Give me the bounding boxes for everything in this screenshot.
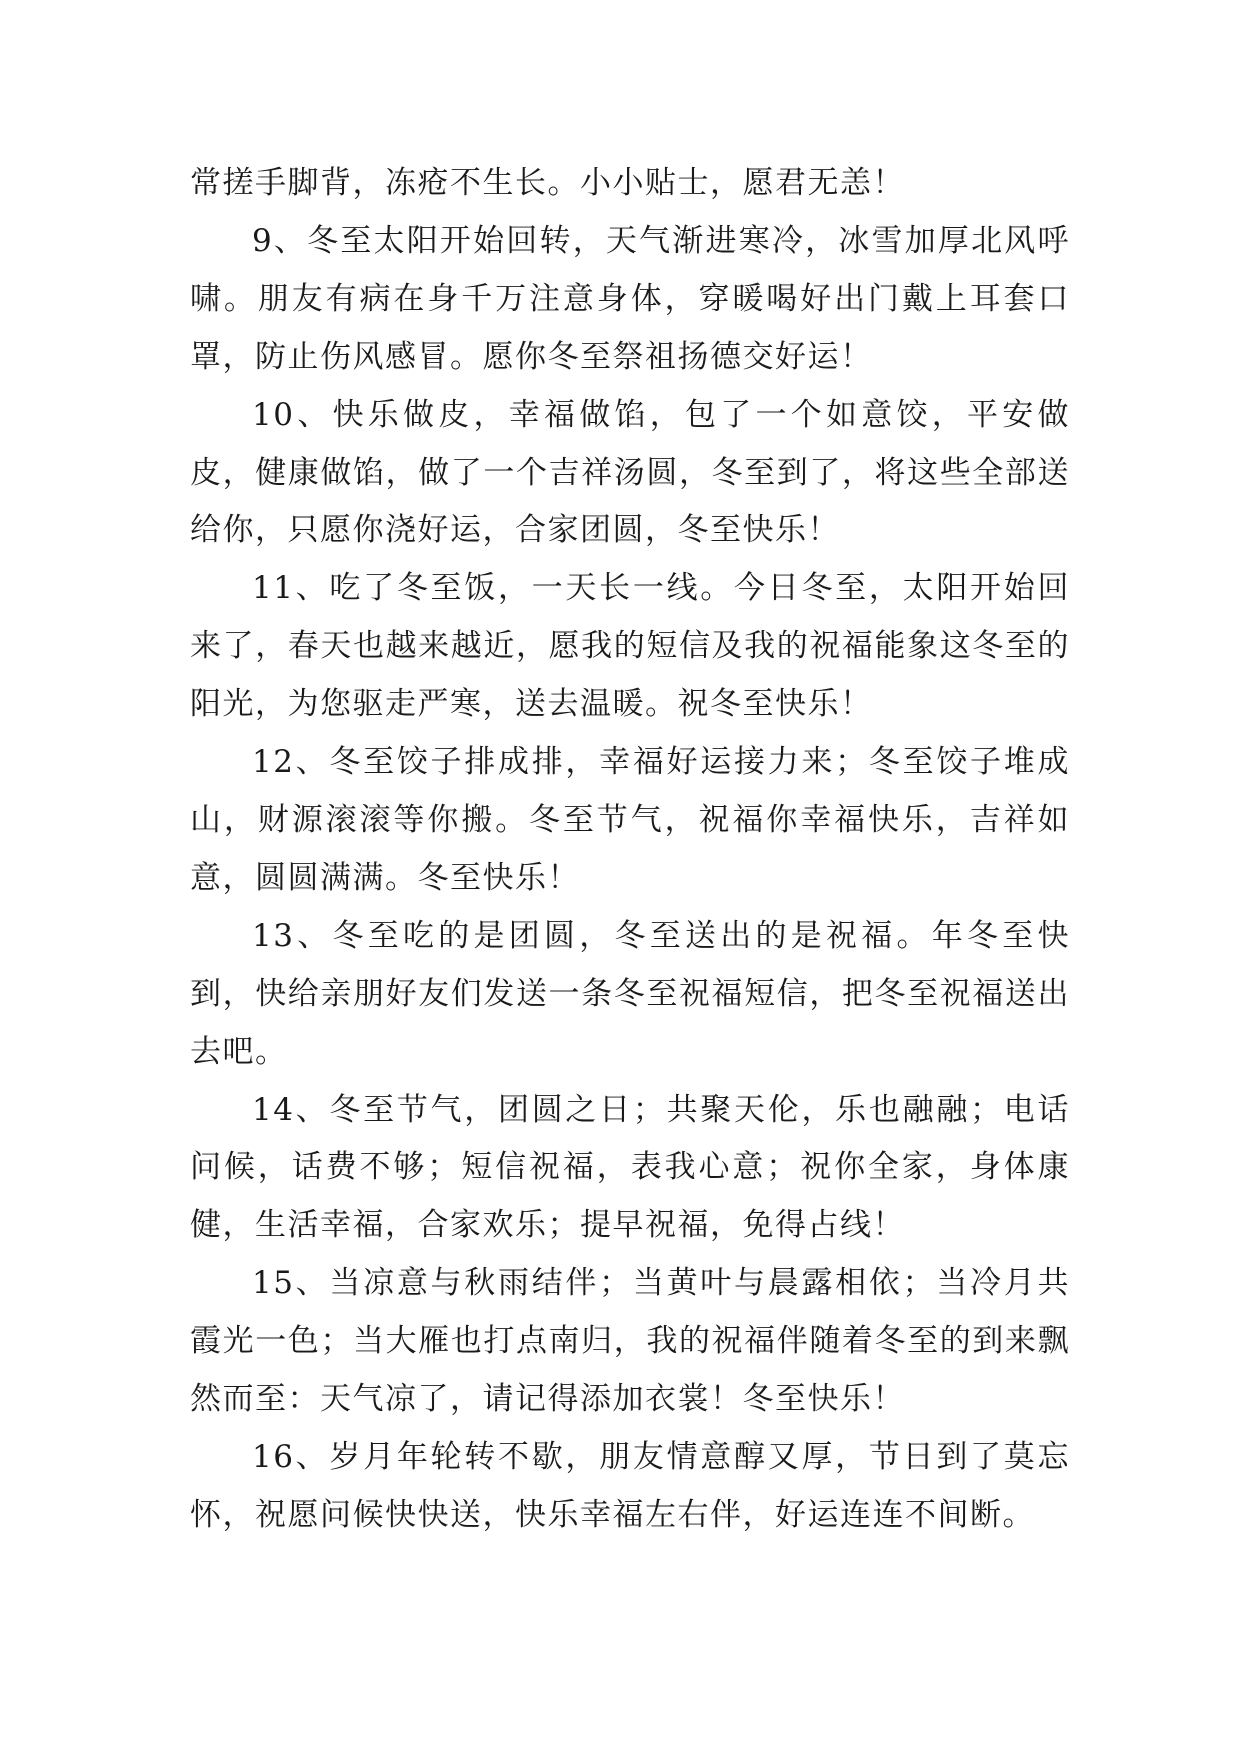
paragraph-11: 11、吃了冬至饭，一天长一线。今日冬至，太阳开始回来了，春天也越来越近，愿我的短信及我的祝福能象这冬至的阳光，为您驱走严寒，送去温暖。祝冬至快乐！ xyxy=(190,570,1070,723)
paragraph-16: 16、岁月年轮转不歇，朋友情意醇又厚，节日到了莫忘怀，祝愿问候快快送，快乐幸福左右伴，好运连连不间断。 xyxy=(190,1438,1070,1533)
paragraph-9: 9、冬至太阳开始回转，天气渐进寒冷，冰雪加厚北风呼啸。朋友有病在身千万注意身体，穿暖喝好出门戴上耳套口罩，防止伤风感冒。愿你冬至祭祖扬德交好运！ xyxy=(190,222,1070,375)
paragraph-10: 10、快乐做皮，幸福做馅，包了一个如意饺，平安做皮，健康做馅，做了一个吉祥汤圆，冬至到了，将这些全部送给你，只愿你浇好运，合家团圆，冬至快乐！ xyxy=(190,396,1070,549)
paragraph-12: 12、冬至饺子排成排，幸福好运接力来；冬至饺子堆成山，财源滚滚等你搬。冬至节气，祝福你幸福快乐，吉祥如意，圆圆满满。冬至快乐！ xyxy=(190,744,1070,896)
paragraph-13: 13、冬至吃的是团圆，冬至送出的是祝福。年冬至快到，快给亲朋好友们发送一条冬至祝福短信，把冬至祝福送出去吧。 xyxy=(190,917,1070,1070)
document-body xyxy=(190,155,1070,1545)
paragraph-15: 15、当凉意与秋雨结伴；当黄叶与晨露相依；当冷月共霞光一色；当大雁也打点南归，我的祝福伴随着冬至的到来飘然而至：天气凉了，请记得添加衣裳！冬至快乐！ xyxy=(190,1265,1070,1418)
paragraph-continuation: 常搓手脚背，冻疮不生长。小小贴士，愿君无恙！ xyxy=(190,165,905,201)
paragraph-14: 14、冬至节气，团圆之日；共聚天伦，乐也融融；电话问候，话费不够；短信祝福，表我心意；祝你全家，身体康健，生活幸福，合家欢乐；提早祝福，免得占线！ xyxy=(190,1091,1070,1244)
